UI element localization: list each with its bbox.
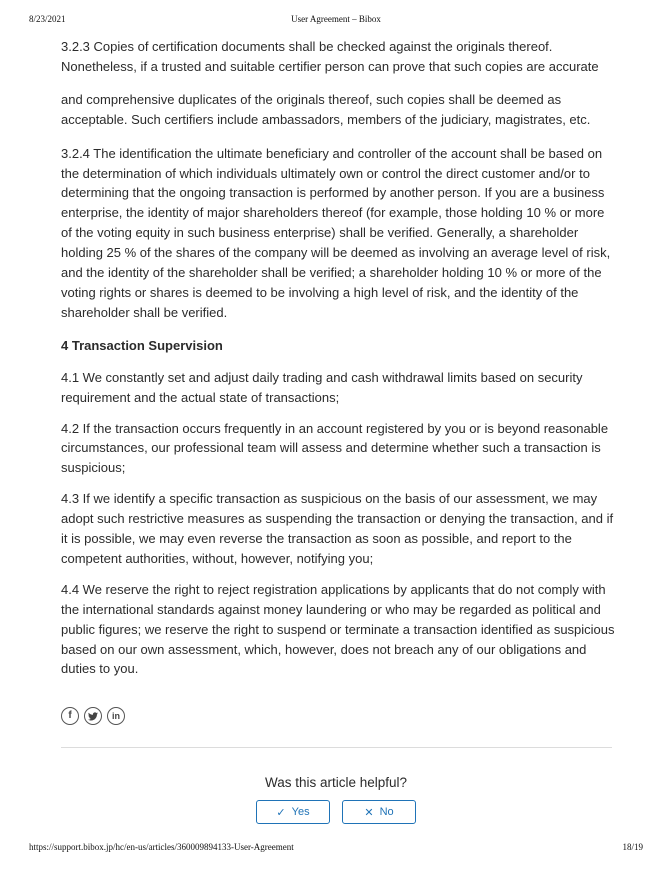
paragraph-3-2-3-part-2: and comprehensive duplicates of the originals thereof, such copies shall be deemed as acceptable. Such certifiers include ambassadors, members of the judiciary, magistrates, etc. xyxy=(61,91,591,127)
print-page-number: 18/19 xyxy=(622,842,643,852)
section-heading-4: 4 Transaction Supervision xyxy=(61,337,223,353)
article-body xyxy=(61,37,617,679)
section-divider xyxy=(61,747,612,748)
print-url: https://support.bibox.jp/hc/en-us/articles/360009894133-User-Agreement xyxy=(29,842,294,852)
paragraph-4-3: 4.3 If we identify a specific transaction as suspicious on the basis of our assessment, we may adopt such restrictive measures as suspending the transaction or denying the transaction, and if it is possible, we may even reverse the transaction as soon as possible, and report to the competent authorities, without, however, notifying you; xyxy=(61,491,614,566)
vote-no-button[interactable] xyxy=(342,800,416,824)
twitter-icon[interactable] xyxy=(84,707,102,725)
checkmark-icon: ✓ xyxy=(276,806,286,819)
print-date: 8/23/2021 xyxy=(29,14,66,24)
facebook-icon[interactable] xyxy=(61,707,79,725)
paragraph-3-2-3-part-1: 3.2.3 Copies of certification documents shall be checked against the originals thereof. Nonetheless, if a trusted and suitable certifier person can prove that such copies are accurate xyxy=(61,39,599,74)
vote-no-label: No xyxy=(379,806,394,818)
feedback-question: Was this article helpful? xyxy=(264,775,408,790)
paragraph-4-1: 4.1 We constantly set and adjust daily trading and cash withdrawal limits based on security requirement and the actual state of transactions; xyxy=(61,369,583,405)
linkedin-icon[interactable] xyxy=(107,707,125,725)
share-links xyxy=(61,707,125,725)
vote-yes-button[interactable] xyxy=(256,800,330,824)
feedback-buttons xyxy=(256,800,416,824)
paragraph-4-4: 4.4 We reserve the right to reject registration applications by applicants that do not comply with the international standards against money laundering or who may be regarded as political and public figures; we reserve the right to suspend or terminate a transaction identified as suspicious based on our own assessment, which, however, does not breach any of our obligations and duties to you. xyxy=(61,581,615,677)
facebook-glyph: f xyxy=(68,710,72,721)
print-title: User Agreement – Bibox xyxy=(291,14,381,24)
twitter-bird-glyph xyxy=(88,712,98,721)
vote-yes-label: Yes xyxy=(291,806,310,818)
paragraph-3-2-4: 3.2.4 The identification the ultimate beneficiary and controller of the account shall be based on the determination of which individuals ultimately own or control the direct customer and/or to determining that the ongoing transaction is performed by another person. If you are a business enterprise, the identity of major shareholders thereof (for example, those holding 10 % or more of the voting equity in such business enterprise) shall be verified. Generally, a shareholder holding 25 % of the shares of the company will be deemed as involving an average level of risk, and the identity of the shareholder shall be verified; a shareholder holding 10 % or more of the voting rights or shares is deemed to be involving a high level of risk, and the identity of the shareholder shall be verified. xyxy=(61,145,611,320)
paragraph-4-2: 4.2 If the transaction occurs frequently in an account registered by you or is beyond reasonable circumstances, our professional team will assess and determine whether such a transaction is suspicious; xyxy=(61,420,609,476)
linkedin-glyph: in xyxy=(112,710,120,721)
close-icon: ✕ xyxy=(364,806,374,819)
